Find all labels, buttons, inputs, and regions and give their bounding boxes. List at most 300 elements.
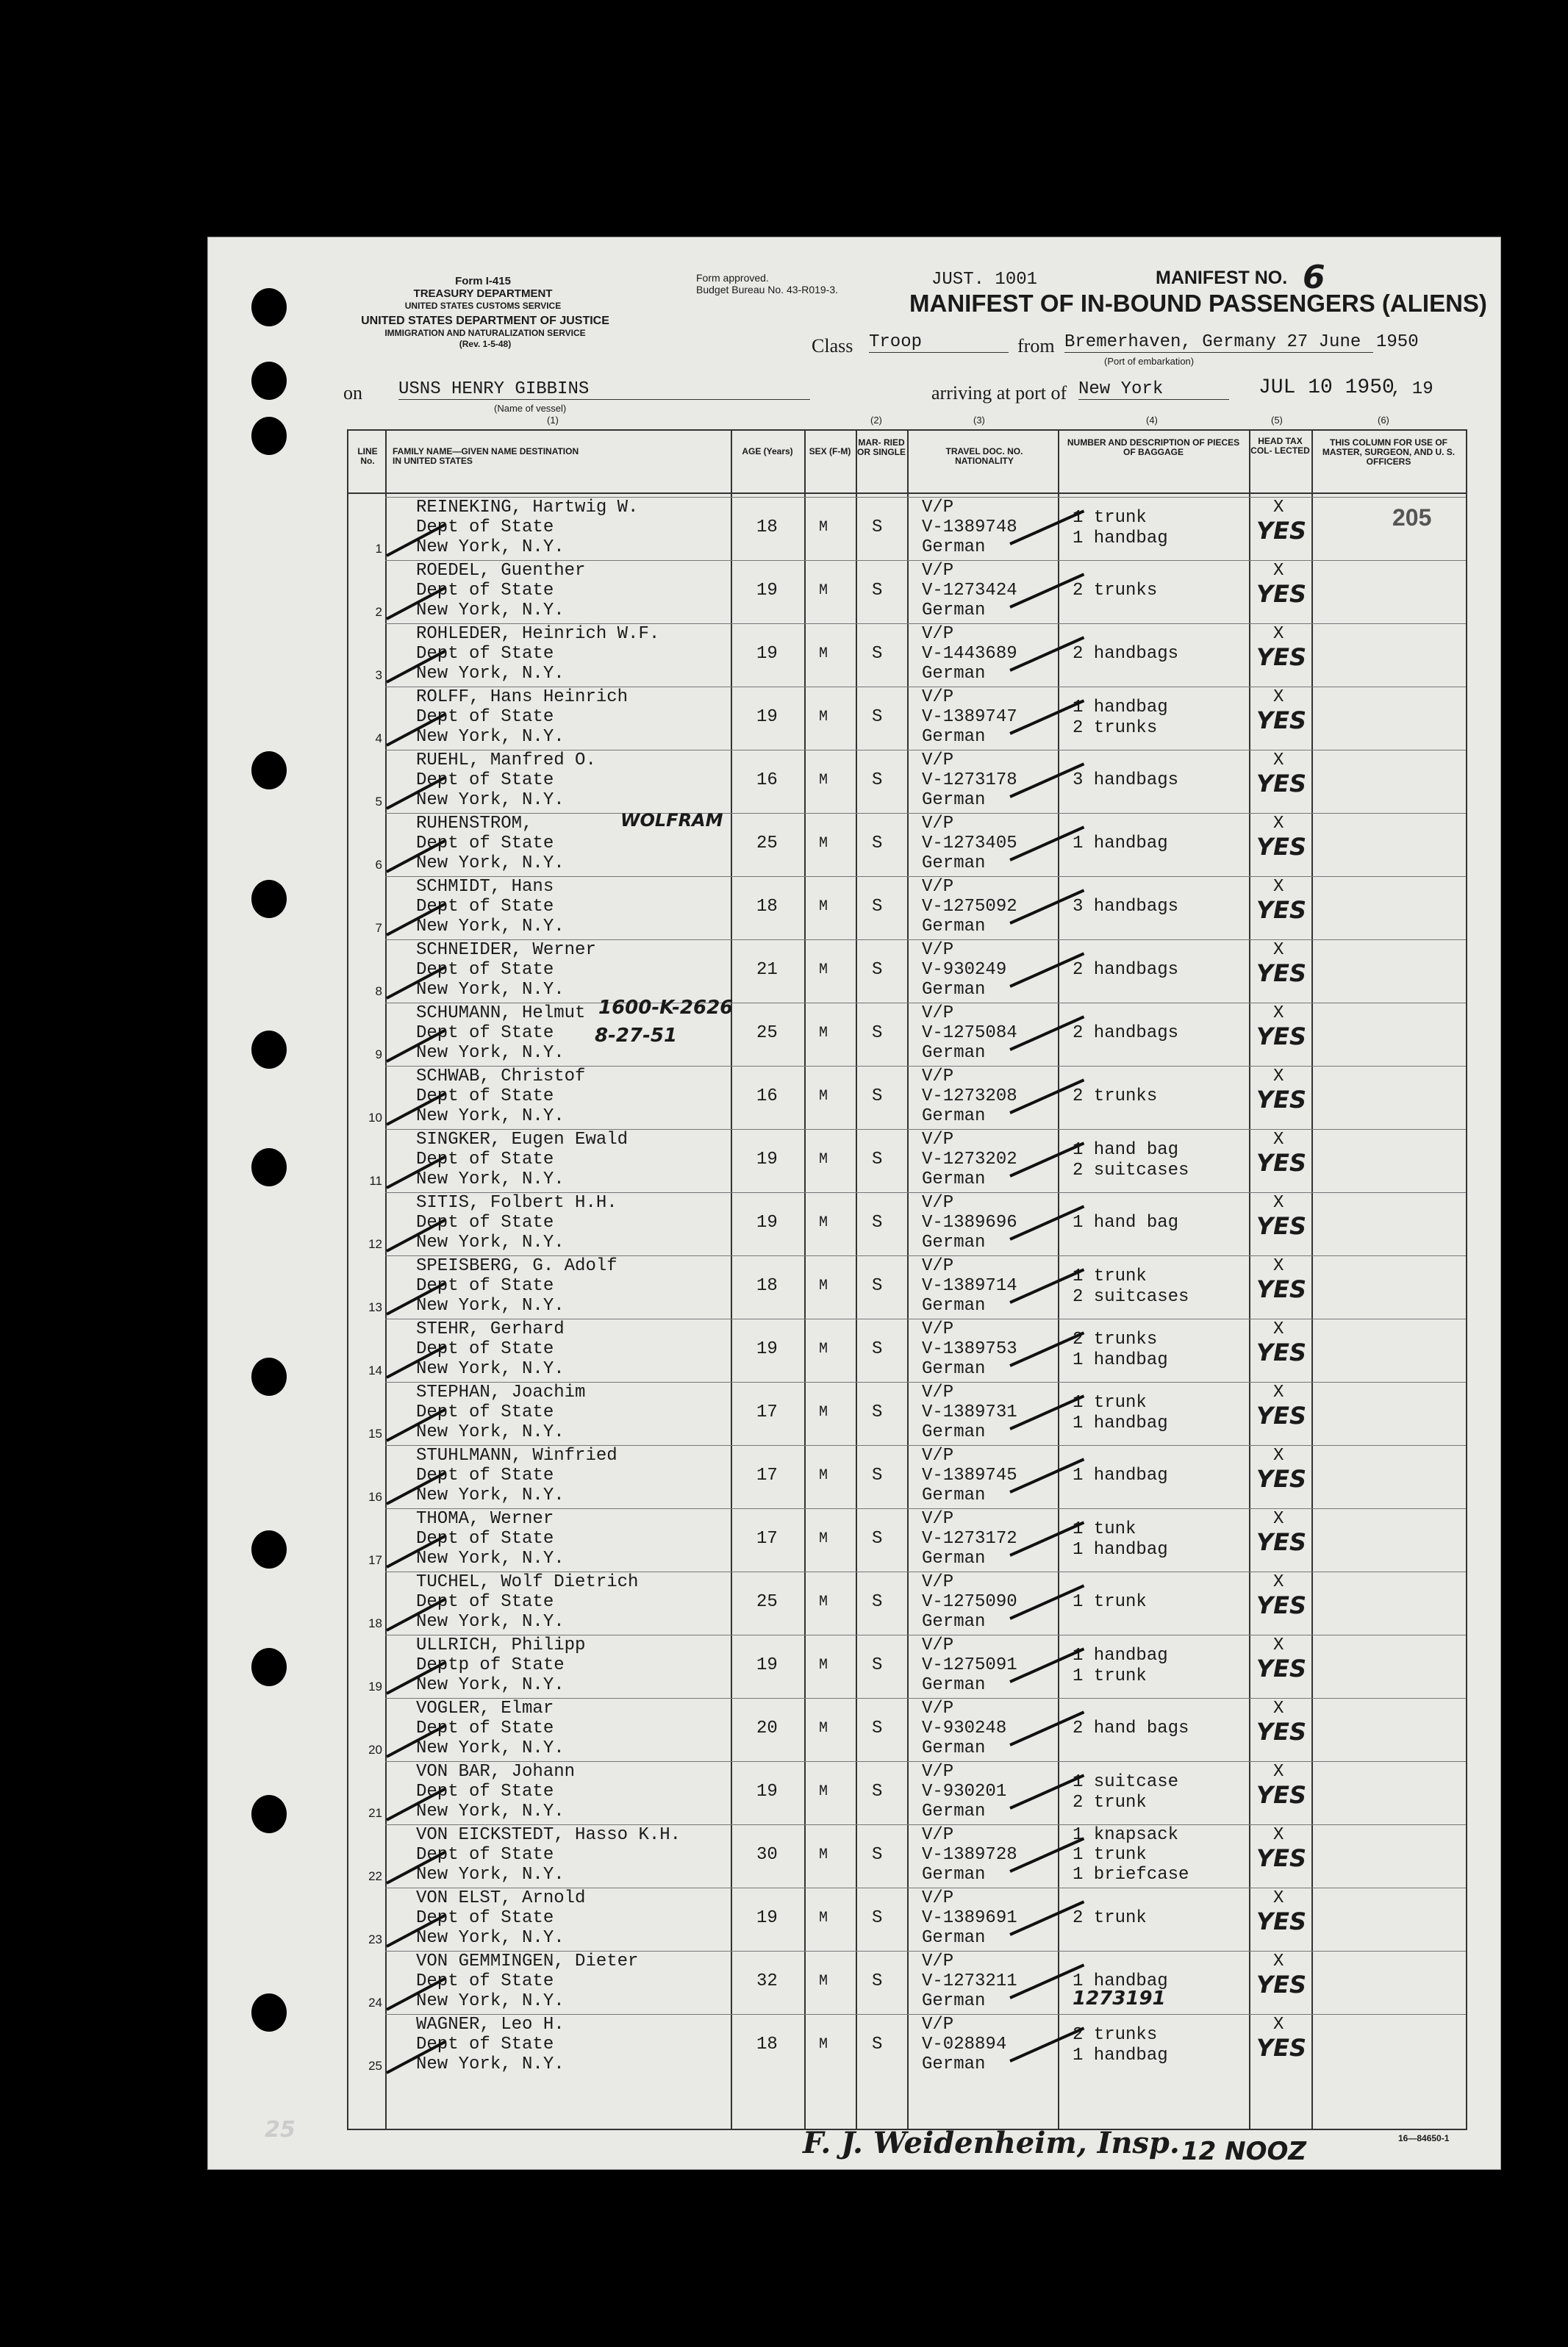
marital-status: S (872, 1845, 883, 1865)
nationality: German (922, 853, 986, 873)
head-tax-yes: YES (1256, 2034, 1307, 2062)
head-tax-mark: X (1273, 1256, 1284, 1276)
destination-line1: Dept of State (416, 1529, 554, 1549)
baggage-item: 2 handbags (1073, 960, 1179, 980)
sex: M (819, 519, 828, 536)
travel-doc-number: V-1273211 (922, 1971, 1017, 1991)
destination-line2: New York, N.Y. (416, 917, 565, 936)
destination-line1: Deptp of State (416, 1655, 565, 1675)
nationality: German (922, 1043, 986, 1063)
sex: M (819, 1783, 828, 1800)
destination-line2: New York, N.Y. (416, 790, 565, 810)
table-row (348, 939, 1466, 1003)
line-number: 1 (375, 542, 382, 556)
passenger-name: ULLRICH, Philipp (416, 1635, 586, 1655)
col-header-married: MAR- RIED OR SINGLE (856, 437, 906, 457)
col-num: (3) (973, 415, 985, 426)
passenger-name: ROHLEDER, Heinrich W.F. (416, 624, 660, 644)
manifest-page (207, 237, 1501, 2170)
destination-line1: Dept of State (416, 644, 554, 664)
travel-doc-type: V/P (922, 1003, 954, 1023)
destination-line1: Dept of State (416, 1402, 554, 1422)
baggage-item: 1 trunk (1073, 1393, 1147, 1413)
punch-hole (251, 1148, 287, 1186)
travel-doc-type: V/P (922, 1825, 954, 1845)
baggage-item: 2 handbags (1073, 1023, 1179, 1043)
sex: M (819, 1214, 828, 1231)
baggage-item: 1 handbag (1073, 1350, 1168, 1370)
class-value: Troop (869, 332, 1009, 353)
baggage-item: 1 briefcase (1073, 1865, 1189, 1885)
head-tax-yes: YES (1256, 1844, 1307, 1872)
head-tax-yes: YES (1256, 1465, 1307, 1493)
marital-status: S (872, 581, 883, 601)
passenger-name: REINEKING, Hartwig W. (416, 498, 639, 517)
sex: M (819, 1846, 828, 1863)
destination-line2: New York, N.Y. (416, 1612, 565, 1632)
passenger-name: VON BAR, Johann (416, 1762, 576, 1782)
punch-hole (251, 288, 287, 326)
destination-line2: New York, N.Y. (416, 1738, 565, 1758)
destination-line2: New York, N.Y. (416, 1802, 565, 1821)
travel-doc-number: V-1389747 (922, 707, 1017, 727)
travel-doc-type: V/P (922, 1635, 954, 1655)
marital-status: S (872, 834, 883, 853)
marital-status: S (872, 1719, 883, 1738)
age: 16 (756, 770, 778, 790)
table-row (348, 1382, 1466, 1445)
head-tax-mark: X (1273, 687, 1284, 707)
nationality: German (922, 1612, 986, 1632)
marital-status: S (872, 2035, 883, 2054)
destination-line1: Dept of State (416, 1466, 554, 1486)
nationality: German (922, 980, 986, 1000)
passenger-name: WAGNER, Leo H. (416, 2015, 565, 2035)
line-number: 13 (368, 1300, 382, 1314)
age: 19 (756, 644, 778, 664)
baggage-item: 1 trunk (1073, 1592, 1147, 1612)
travel-doc-type: V/P (922, 2015, 954, 2035)
sex: M (819, 1657, 828, 1674)
sex: M (819, 898, 828, 915)
destination-line1: Dept of State (416, 1971, 554, 1991)
nationality: German (922, 1169, 986, 1189)
arriving-port: New York (1078, 379, 1229, 400)
marital-status: S (872, 1402, 883, 1422)
line-number: 3 (375, 668, 382, 682)
col-header-sex: SEX (F-M) (809, 446, 851, 456)
travel-doc-number: V-1275090 (922, 1592, 1017, 1612)
destination-line2: New York, N.Y. (416, 601, 565, 620)
passenger-name: RUEHL, Manfred O. (416, 750, 596, 770)
travel-doc-number: V-1273178 (922, 770, 1017, 790)
table-row (348, 1824, 1466, 1888)
handwritten-note: 8-27-51 (595, 1025, 678, 1047)
line-number: 14 (368, 1364, 382, 1377)
destination-line2: New York, N.Y. (416, 1991, 565, 2011)
head-tax-yes: YES (1256, 770, 1307, 798)
marital-status: S (872, 1276, 883, 1296)
head-tax-yes: YES (1256, 1781, 1307, 1809)
age: 17 (756, 1402, 778, 1422)
destination-line2: New York, N.Y. (416, 1106, 565, 1126)
col-header-officers: THIS COLUMN FOR USE OF MASTER, SURGEON, AND U. S. OFFICERS (1322, 437, 1456, 467)
travel-doc-number: V-1443689 (922, 644, 1017, 664)
baggage-item: 2 trunks (1073, 718, 1158, 738)
travel-doc-type: V/P (922, 624, 954, 644)
baggage-item: 1 trunk (1073, 1666, 1147, 1686)
marital-status: S (872, 1971, 883, 1991)
line-number: 10 (368, 1111, 382, 1125)
destination-line2: New York, N.Y. (416, 1928, 565, 1948)
col-num: (5) (1271, 415, 1283, 426)
table-row (348, 810, 1466, 876)
travel-doc-number: V-1389696 (922, 1213, 1017, 1233)
marital-status: S (872, 517, 883, 537)
dept-justice: UNITED STATES DEPARTMENT OF JUSTICE (361, 315, 609, 327)
travel-doc-number: V-1273405 (922, 834, 1017, 853)
head-tax-mark: X (1273, 1130, 1284, 1150)
passenger-name: STEPHAN, Joachim (416, 1383, 586, 1402)
passenger-name: STEHR, Gerhard (416, 1319, 565, 1339)
line-number: 21 (368, 1806, 382, 1820)
line-number: 5 (375, 795, 382, 809)
arrival-year-suffix: , 19 (1391, 379, 1433, 399)
sex: M (819, 1720, 828, 1737)
passenger-name: VOGLER, Elmar (416, 1699, 554, 1719)
destination-line2: New York, N.Y. (416, 1549, 565, 1569)
nationality: German (922, 1738, 986, 1758)
sex: M (819, 1467, 828, 1484)
baggage-item: 2 trunk (1073, 1793, 1147, 1813)
head-tax-mark: X (1273, 1067, 1284, 1086)
destination-line2: New York, N.Y. (416, 727, 565, 747)
travel-doc-number: V-930201 (922, 1782, 1007, 1802)
nationality: German (922, 1233, 986, 1253)
marital-status: S (872, 644, 883, 664)
head-tax-yes: YES (1256, 1149, 1307, 1177)
head-tax-yes: YES (1256, 706, 1307, 734)
destination-line2: New York, N.Y. (416, 664, 565, 684)
travel-doc-number: V-1389731 (922, 1402, 1017, 1422)
travel-doc-type: V/P (922, 814, 954, 834)
destination-line1: Dept of State (416, 707, 554, 727)
sex: M (819, 1530, 828, 1547)
travel-doc-type: V/P (922, 877, 954, 897)
destination-line2: New York, N.Y. (416, 1043, 565, 1063)
baggage-item: 1 handbag (1073, 1466, 1168, 1486)
destination-line1: Dept of State (416, 1213, 554, 1233)
handwritten-note: 1273191 (1073, 1988, 1166, 2010)
travel-doc-type: V/P (922, 1256, 954, 1276)
head-tax-yes: YES (1256, 1022, 1307, 1050)
sex: M (819, 1088, 828, 1105)
marital-status: S (872, 1023, 883, 1043)
head-tax-mark: X (1273, 1319, 1284, 1339)
destination-line1: Dept of State (416, 2035, 554, 2054)
baggage-item: 2 trunks (1073, 581, 1158, 601)
head-tax-mark: X (1273, 1635, 1284, 1655)
head-tax-yes: YES (1256, 580, 1307, 608)
destination-line1: Dept of State (416, 1339, 554, 1359)
manifest-title: MANIFEST OF IN-BOUND PASSENGERS (ALIENS) (909, 290, 1487, 317)
travel-doc-type: V/P (922, 1130, 954, 1150)
travel-doc-type: V/P (922, 940, 954, 960)
age: 30 (756, 1845, 778, 1865)
baggage-item: 1 tunk (1073, 1519, 1136, 1539)
nationality: German (922, 1486, 986, 1505)
travel-doc-type: V/P (922, 1446, 954, 1466)
destination-line2: New York, N.Y. (416, 1296, 565, 1316)
destination-line1: Dept of State (416, 834, 554, 853)
marital-status: S (872, 1086, 883, 1106)
destination-line2: New York, N.Y. (416, 980, 565, 1000)
travel-doc-number: V-1273208 (922, 1086, 1017, 1106)
on-label: on (343, 382, 362, 404)
age: 19 (756, 1213, 778, 1233)
col-header-line: LINE No. (357, 446, 378, 466)
head-tax-yes: YES (1256, 1275, 1307, 1303)
sex: M (819, 1341, 828, 1358)
head-tax-yes: YES (1256, 959, 1307, 987)
passenger-name: VON GEMMINGEN, Dieter (416, 1952, 639, 1971)
sex: M (819, 1278, 828, 1294)
arrival-date-stamp: JUL 10 1950 (1259, 376, 1395, 399)
punch-hole (251, 1530, 287, 1569)
line-number: 15 (368, 1427, 382, 1441)
punch-hole (251, 1795, 287, 1833)
table-row (348, 1951, 1466, 2014)
nationality: German (922, 1675, 986, 1695)
sex: M (819, 1404, 828, 1421)
passenger-table (347, 415, 1467, 2130)
head-tax-mark: X (1273, 1952, 1284, 1971)
passenger-name: RUHENSTROM, (416, 814, 533, 834)
travel-doc-number: V-1275084 (922, 1023, 1017, 1043)
destination-line2: New York, N.Y. (416, 1169, 565, 1189)
table-row (348, 997, 1466, 1066)
footer-code: 16—84650-1 (1398, 2133, 1450, 2143)
destination-line1: Dept of State (416, 770, 554, 790)
handwritten-given-name: WOLFRAM (620, 810, 723, 831)
travel-doc-type: V/P (922, 498, 954, 517)
punch-hole (251, 880, 287, 918)
nationality: German (922, 2054, 986, 2074)
age: 18 (756, 1276, 778, 1296)
passenger-name: SITIS, Folbert H.H. (416, 1193, 617, 1213)
age: 32 (756, 1971, 778, 1991)
head-tax-mark: X (1273, 1699, 1284, 1719)
line-number: 17 (368, 1553, 382, 1567)
baggage-item: 1 handbag (1073, 698, 1168, 717)
marital-status: S (872, 1908, 883, 1928)
dept-ins: IMMIGRATION AND NATURALIZATION SERVICE (384, 328, 586, 338)
nationality: German (922, 1422, 986, 1442)
head-tax-mark: X (1273, 624, 1284, 644)
baggage-item: 2 suitcases (1073, 1287, 1189, 1307)
passenger-name: THOMA, Werner (416, 1509, 554, 1529)
baggage-item: 1 handbag (1073, 528, 1168, 548)
col-num: (2) (870, 415, 882, 426)
head-tax-yes: YES (1256, 1907, 1307, 1935)
nationality: German (922, 537, 986, 557)
head-tax-yes: YES (1256, 643, 1307, 671)
budget-bureau: Budget Bureau No. 43-R019-3. (696, 284, 839, 295)
port-embark-caption: (Port of embarkation) (1104, 356, 1195, 367)
age: 19 (756, 1908, 778, 1928)
head-tax-yes: YES (1256, 1528, 1307, 1556)
head-tax-yes: YES (1256, 896, 1307, 924)
travel-doc-number: V-1389691 (922, 1908, 1017, 1928)
col-header-doc: TRAVEL DOC. NO. NATIONALITY (945, 446, 1023, 466)
destination-line1: Dept of State (416, 1592, 554, 1612)
baggage-item: 1 handbag (1073, 1540, 1168, 1560)
nationality: German (922, 1865, 986, 1885)
passenger-name: STUHLMANN, Winfried (416, 1446, 617, 1466)
destination-line2: New York, N.Y. (416, 1675, 565, 1695)
travel-doc-type: V/P (922, 1572, 954, 1592)
head-tax-mark: X (1273, 877, 1284, 897)
destination-line1: Dept of State (416, 1845, 554, 1865)
sex: M (819, 1151, 828, 1168)
age: 18 (756, 2035, 778, 2054)
col-num: (4) (1146, 415, 1158, 426)
marital-status: S (872, 1150, 883, 1169)
travel-doc-type: V/P (922, 1067, 954, 1086)
travel-doc-type: V/P (922, 1952, 954, 1971)
line-number: 20 (368, 1743, 382, 1757)
table-row (348, 1066, 1466, 1129)
destination-line1: Dept of State (416, 1782, 554, 1802)
head-tax-mark: X (1273, 1572, 1284, 1592)
age: 19 (756, 707, 778, 727)
head-tax-mark: X (1273, 1003, 1284, 1023)
table-row (348, 1129, 1466, 1192)
destination-line2: New York, N.Y. (416, 1359, 565, 1379)
travel-doc-number: V-1389745 (922, 1466, 1017, 1486)
head-tax-mark: X (1273, 2015, 1284, 2035)
table-row (348, 1698, 1466, 1761)
baggage-item: 1 trunk (1073, 508, 1147, 528)
punch-hole (251, 1031, 287, 1069)
head-tax-yes: YES (1256, 517, 1307, 545)
table-row (348, 750, 1466, 813)
baggage-item: 1 hand bag (1073, 1213, 1179, 1233)
baggage-item: 3 handbags (1073, 897, 1179, 917)
bottom-left-mark: 25 (265, 2117, 296, 2143)
nationality: German (922, 1296, 986, 1316)
head-tax-mark: X (1273, 1509, 1284, 1529)
dept-customs: UNITED STATES CUSTOMS SERVICE (404, 301, 562, 311)
head-tax-yes: YES (1256, 1402, 1307, 1430)
marital-status: S (872, 1592, 883, 1612)
destination-line1: Dept of State (416, 581, 554, 601)
travel-doc-type: V/P (922, 750, 954, 770)
age: 16 (756, 1086, 778, 1106)
travel-doc-type: V/P (922, 1699, 954, 1719)
baggage-item: 2 trunk (1073, 1908, 1147, 1928)
destination-line2: New York, N.Y. (416, 1486, 565, 1505)
baggage-item: 3 handbags (1073, 770, 1179, 790)
destination-line1: Dept of State (416, 1023, 554, 1043)
marital-status: S (872, 1466, 883, 1486)
travel-doc-number: V-1389728 (922, 1845, 1017, 1865)
col-num: (6) (1378, 415, 1389, 426)
destination-line1: Dept of State (416, 1719, 554, 1738)
vessel-caption: (Name of vessel) (494, 403, 567, 414)
baggage-item: 1 trunk (1073, 1266, 1147, 1286)
nationality: German (922, 1991, 986, 2011)
baggage-item: 1 handbag (1073, 1646, 1168, 1666)
head-tax-mark: X (1273, 1888, 1284, 1908)
age: 17 (756, 1466, 778, 1486)
form-approved: Form approved. (696, 272, 769, 284)
marital-status: S (872, 1339, 883, 1359)
nationality: German (922, 1802, 986, 1821)
baggage-item: 2 hand bags (1073, 1719, 1189, 1738)
travel-doc-number: V-1273172 (922, 1529, 1017, 1549)
destination-line1: Dept of State (416, 1150, 554, 1169)
travel-doc-number: V-1273424 (922, 581, 1017, 601)
class-label: Class (812, 335, 853, 356)
destination-line1: Dept of State (416, 960, 554, 980)
table-row (348, 497, 1466, 560)
col-num: (1) (547, 415, 559, 426)
travel-doc-type: V/P (922, 1762, 954, 1782)
marital-status: S (872, 1782, 883, 1802)
baggage-item: 2 trunks (1073, 2025, 1158, 2045)
line-number: 9 (375, 1047, 382, 1061)
table-row (348, 876, 1466, 939)
destination-line2: New York, N.Y. (416, 537, 565, 557)
age: 19 (756, 581, 778, 601)
destination-line1: Dept of State (416, 517, 554, 537)
baggage-item: 2 trunks (1073, 1086, 1158, 1106)
table-row (348, 1192, 1466, 1255)
head-tax-mark: X (1273, 561, 1284, 581)
sex: M (819, 961, 828, 978)
punch-hole (251, 1358, 287, 1396)
sex: M (819, 835, 828, 852)
head-tax-yes: YES (1256, 1212, 1307, 1240)
table-row (348, 1319, 1466, 1382)
passenger-name: SPEISBERG, G. Adolf (416, 1256, 617, 1276)
punch-hole (251, 751, 287, 789)
destination-line2: New York, N.Y. (416, 1865, 565, 1885)
age: 25 (756, 1592, 778, 1612)
punch-hole (251, 1648, 287, 1686)
head-tax-mark: X (1273, 498, 1284, 517)
head-tax-mark: X (1273, 940, 1284, 960)
destination-line2: New York, N.Y. (416, 2054, 565, 2074)
passenger-name: SCHNEIDER, Werner (416, 940, 596, 960)
nationality: German (922, 1106, 986, 1126)
destination-line2: New York, N.Y. (416, 1233, 565, 1253)
destination-line1: Dept of State (416, 1086, 554, 1106)
baggage-item: 1 handbag (1073, 1971, 1168, 1991)
marital-status: S (872, 1529, 883, 1549)
sex: M (819, 709, 828, 725)
travel-doc-number: V-1275091 (922, 1655, 1017, 1675)
travel-doc-number: V-1389753 (922, 1339, 1017, 1359)
head-tax-mark: X (1273, 750, 1284, 770)
sex: M (819, 2036, 828, 2053)
travel-doc-type: V/P (922, 687, 954, 707)
head-tax-mark: X (1273, 1825, 1284, 1845)
marital-status: S (872, 1213, 883, 1233)
table-row (348, 1508, 1466, 1572)
travel-doc-type: V/P (922, 1383, 954, 1402)
